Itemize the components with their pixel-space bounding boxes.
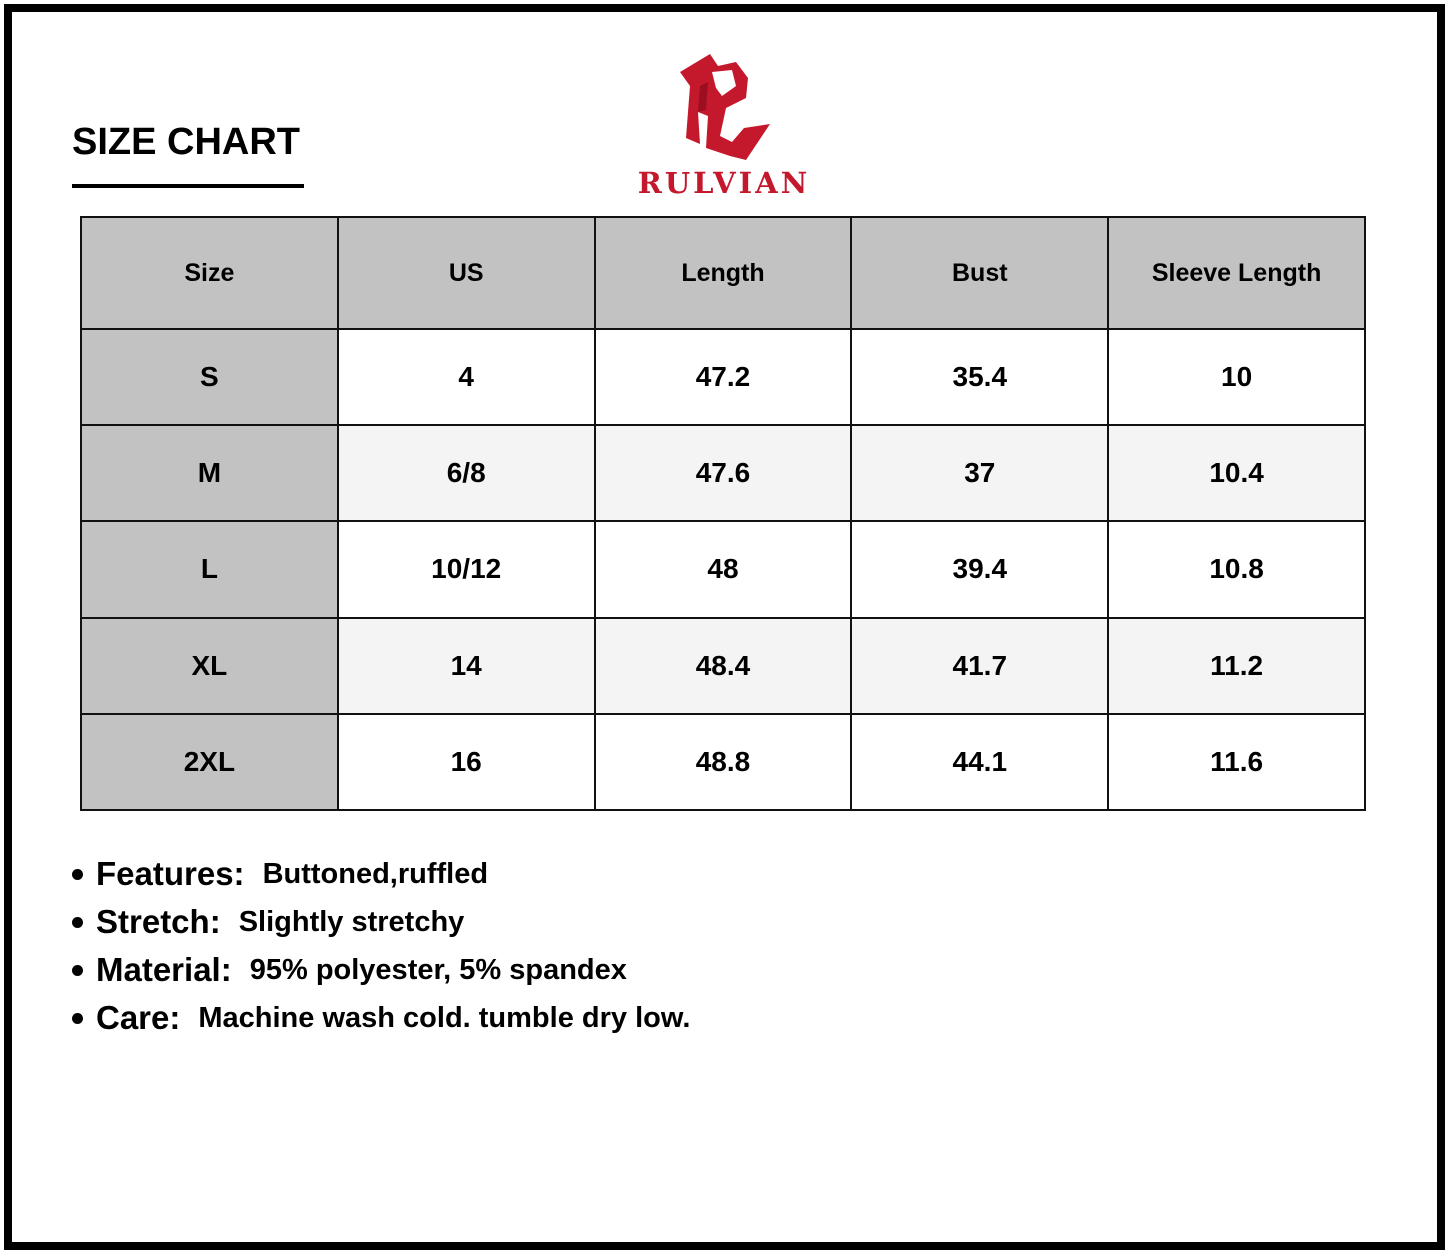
spec-key: Features: — [96, 855, 245, 892]
spec-material — [72, 946, 690, 994]
cell-length: 48.8 — [595, 714, 852, 810]
spec-value: Slightly stretchy — [238, 905, 465, 938]
table-row — [81, 618, 1365, 714]
table-header-row — [81, 217, 1365, 329]
table-row — [81, 425, 1365, 521]
cell-length: 48 — [595, 521, 852, 617]
table-row — [81, 521, 1365, 617]
cell-size: M — [81, 425, 338, 521]
size-chart-table — [80, 216, 1366, 811]
cell-bust: 39.4 — [851, 521, 1108, 617]
cell-bust: 44.1 — [851, 714, 1108, 810]
bullet-icon — [72, 1013, 83, 1024]
bullet-icon — [72, 917, 83, 928]
cell-us: 4 — [338, 329, 595, 425]
cell-size: 2XL — [81, 714, 338, 810]
cell-size: L — [81, 521, 338, 617]
spec-key: Material: — [96, 951, 232, 988]
brand-logo — [628, 52, 820, 202]
spec-value: Buttoned,ruffled — [262, 857, 489, 890]
header-sleeve-length: Sleeve Length — [1108, 217, 1365, 329]
cell-us: 6/8 — [338, 425, 595, 521]
cell-sleeve-length: 10 — [1108, 329, 1365, 425]
page-title: SIZE CHART — [72, 121, 300, 163]
spec-value: Machine wash cold. tumble dry low. — [198, 1001, 691, 1034]
spec-key: Stretch: — [96, 903, 221, 940]
header-length: Length — [595, 217, 852, 329]
table-row — [81, 714, 1365, 810]
cell-size: S — [81, 329, 338, 425]
cell-length: 47.6 — [595, 425, 852, 521]
cell-sleeve-length: 10.8 — [1108, 521, 1365, 617]
brand-name: RULVIAN — [637, 166, 811, 200]
header-us: US — [338, 217, 595, 329]
cell-bust: 37 — [851, 425, 1108, 521]
product-specs-list — [72, 850, 690, 1042]
cell-sleeve-length: 10.4 — [1108, 425, 1365, 521]
cell-sleeve-length: 11.2 — [1108, 618, 1365, 714]
cell-bust: 35.4 — [851, 329, 1108, 425]
cell-sleeve-length: 11.6 — [1108, 714, 1365, 810]
cell-length: 47.2 — [595, 329, 852, 425]
cell-length: 48.4 — [595, 618, 852, 714]
cell-bust: 41.7 — [851, 618, 1108, 714]
cell-us: 16 — [338, 714, 595, 810]
cell-us: 10/12 — [338, 521, 595, 617]
spec-stretch — [72, 898, 690, 946]
cell-size: XL — [81, 618, 338, 714]
header-bust: Bust — [851, 217, 1108, 329]
table-row — [81, 329, 1365, 425]
spec-key: Care: — [96, 999, 181, 1036]
title-underline — [72, 184, 304, 188]
stylized-r-logo-icon — [678, 52, 774, 162]
header-size: Size — [81, 217, 338, 329]
spec-value: 95% polyester, 5% spandex — [249, 953, 627, 986]
spec-care — [72, 994, 690, 1042]
cell-us: 14 — [338, 618, 595, 714]
bullet-icon — [72, 869, 83, 880]
spec-features — [72, 850, 690, 898]
bullet-icon — [72, 965, 83, 976]
